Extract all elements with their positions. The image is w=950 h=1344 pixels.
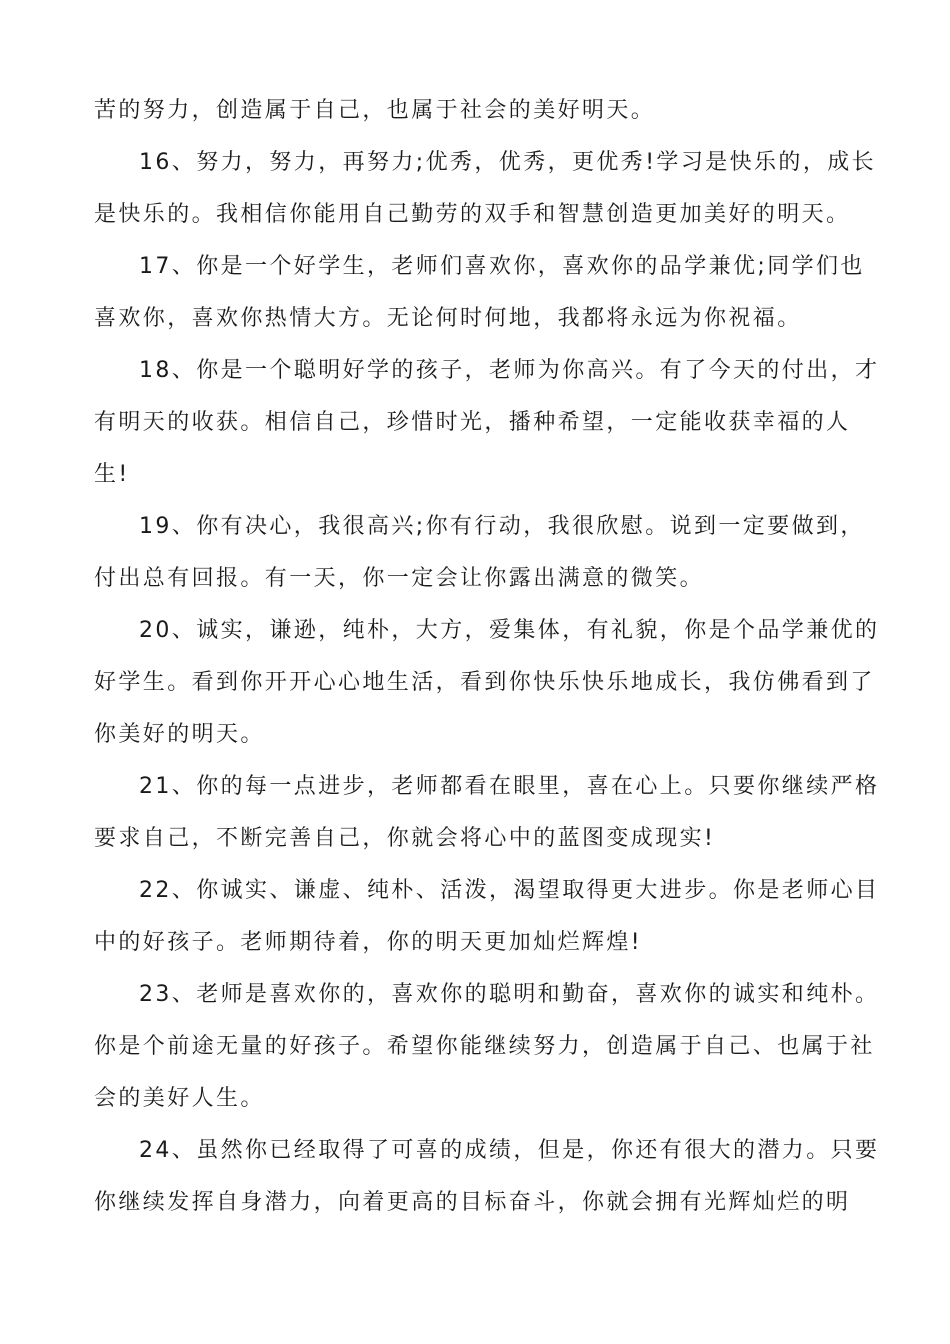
- paragraph-17-line-2: 喜欢你，喜欢你热情大方。无论何时何地，我都将永远为你祝福。: [94, 306, 802, 331]
- paragraph-23-line-1: 23、老师是喜欢你的，喜欢你的聪明和勤奋，喜欢你的诚实和纯朴。: [139, 982, 880, 1007]
- paragraph-19-line-1: 19、你有决心，我很高兴;你有行动，我很欣慰。说到一定要做到，: [139, 514, 865, 539]
- paragraph-24-line-2: 你继续发挥自身潜力，向着更高的目标奋斗，你就会拥有光辉灿烂的明: [94, 1190, 851, 1215]
- paragraph-20-line-1: 20、诚实，谦逊，纯朴，大方，爱集体，有礼貌，你是个品学兼优的: [139, 618, 880, 643]
- paragraph-18-line-1: 18、你是一个聪明好学的孩子，老师为你高兴。有了今天的付出，才: [139, 358, 880, 383]
- paragraph-16-line-2: 是快乐的。我相信你能用自己勤劳的双手和智慧创造更加美好的明天。: [94, 202, 851, 227]
- paragraph-20-line-3: 你美好的明天。: [94, 722, 265, 747]
- paragraph-18-line-2: 有明天的收获。相信自己，珍惜时光，播种希望，一定能收获幸福的人: [94, 410, 851, 435]
- paragraph-22-line-2: 中的好孩子。老师期待着，你的明天更加灿烂辉煌!: [94, 930, 643, 955]
- paragraph-23-line-3: 会的美好人生。: [94, 1086, 265, 1111]
- text-line: 苦的努力，创造属于自己，也属于社会的美好明天。: [94, 98, 656, 123]
- paragraph-23-line-2: 你是个前途无量的好孩子。希望你能继续努力，创造属于自己、也属于社: [94, 1034, 875, 1059]
- paragraph-21-line-2: 要求自己，不断完善自己，你就会将心中的蓝图变成现实!: [94, 826, 716, 851]
- paragraph-24-line-1: 24、虽然你已经取得了可喜的成绩，但是，你还有很大的潜力。只要: [139, 1138, 880, 1163]
- paragraph-20-line-2: 好学生。看到你开开心心地生活，看到你快乐快乐地成长，我仿佛看到了: [94, 670, 875, 695]
- paragraph-21-line-1: 21、你的每一点进步，老师都看在眼里，喜在心上。只要你继续严格: [139, 774, 880, 799]
- paragraph-16-line-1: 16、努力，努力，再努力;优秀，优秀，更优秀!学习是快乐的，成长: [139, 150, 877, 175]
- paragraph-18-line-3: 生!: [94, 462, 130, 487]
- paragraph-17-line-1: 17、你是一个好学生，老师们喜欢你，喜欢你的品学兼优;同学们也: [139, 254, 865, 279]
- paragraph-22-line-1: 22、你诚实、谦虚、纯朴、活泼，渴望取得更大进步。你是老师心目: [139, 878, 880, 903]
- paragraph-19-line-2: 付出总有回报。有一天，你一定会让你露出满意的微笑。: [94, 566, 705, 591]
